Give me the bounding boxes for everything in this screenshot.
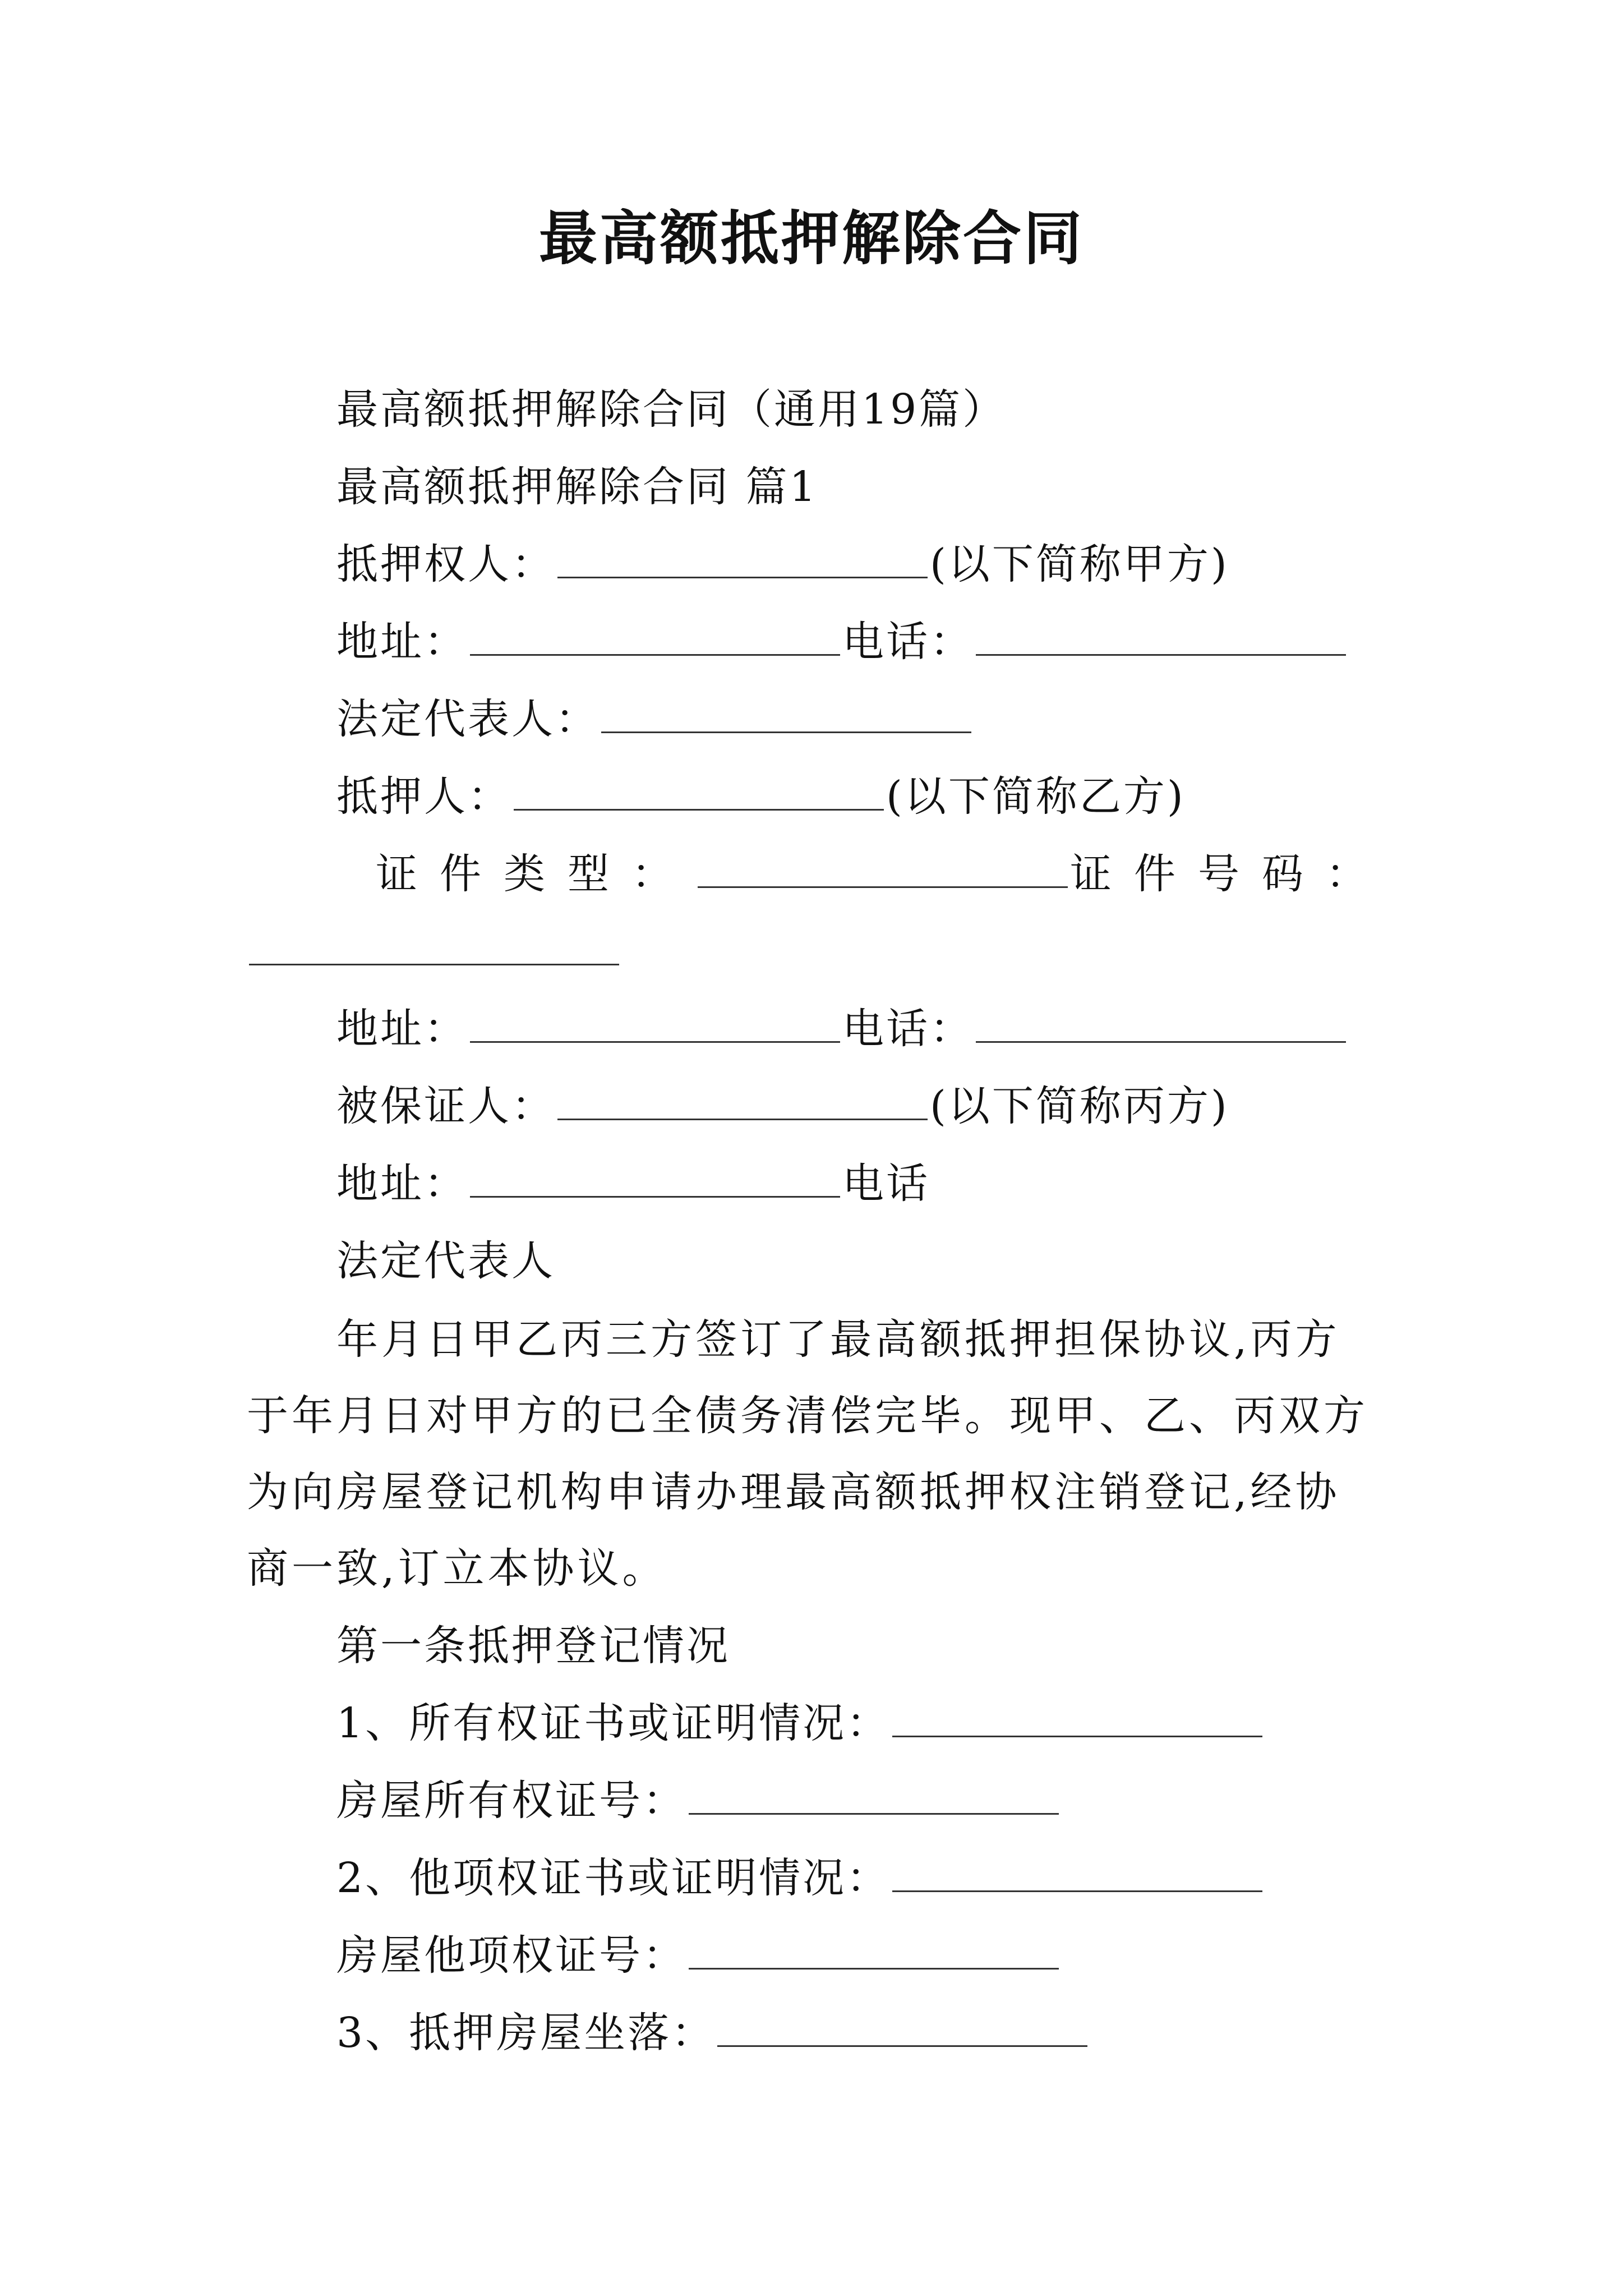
mortgagor-line <box>336 769 1186 825</box>
phone-label: 电话： <box>842 618 974 666</box>
legal-rep-line <box>336 691 974 747</box>
address-label-2: 地址： <box>336 1005 468 1053</box>
address-label: 地址： <box>336 618 468 666</box>
section-heading: 最高额抵押解除合同 篇1 <box>336 463 818 511</box>
id-type-blank[interactable] <box>698 847 1068 888</box>
address-label-3: 地址： <box>336 1159 468 1208</box>
item-1-sub-blank[interactable] <box>689 1774 1059 1815</box>
item-3-label: 3、抵押房屋坐落： <box>336 2009 716 2057</box>
id-line <box>376 846 1390 902</box>
document-title: 最高额抵押解除合同 <box>538 204 1084 273</box>
id-type-label: 证件类型： <box>376 850 695 898</box>
mortgagee-address-line <box>336 614 1348 670</box>
item-2-sub-label: 房屋他项权证号： <box>336 1931 686 1980</box>
item-3-line <box>336 2005 1090 2061</box>
guaranteed-suffix: (以下简称丙方) <box>930 1082 1229 1130</box>
mortgagee-line <box>336 536 1229 592</box>
phone-label-2: 电话： <box>842 1005 974 1053</box>
item-1-line <box>336 1695 1265 1751</box>
address-blank-2[interactable] <box>470 1002 840 1043</box>
body-paragraph: 年月日甲乙丙三方签订了最高额抵押担保协议,丙方于年月日对甲方的已全债务清偿完毕。现甲、乙、丙双方为向房屋登记机构申请办理最高额抵押权注销登记,经协商一致,订立本协议。 <box>247 1315 1368 1593</box>
phone-label-3: 电话 <box>842 1159 930 1208</box>
id-number-line <box>247 923 621 979</box>
mortgagor-blank[interactable] <box>514 770 884 811</box>
guaranteed-address-line <box>336 1156 930 1212</box>
item-2-sub-line <box>336 1927 1061 1984</box>
item-1-label: 1、所有权证书或证明情况： <box>336 1699 891 1747</box>
address-blank-3[interactable] <box>470 1157 840 1198</box>
legal-rep-blank[interactable] <box>601 692 971 733</box>
legal-rep-plain-line: 法定代表人 <box>336 1237 555 1285</box>
id-number-label: 证件号码： <box>1070 850 1390 898</box>
mortgagee-blank[interactable] <box>557 537 928 578</box>
legal-rep-label: 法定代表人： <box>336 695 599 743</box>
guaranteed-line <box>336 1078 1229 1134</box>
mortgagor-address-line <box>336 1001 1348 1057</box>
document-subtitle: 最高额抵押解除合同（通用19篇） <box>336 385 1007 434</box>
item-3-blank[interactable] <box>717 2006 1087 2047</box>
item-2-label: 2、他项权证书或证明情况： <box>336 1854 891 1902</box>
item-1-sub-label: 房屋所有权证号： <box>336 1777 686 1825</box>
mortgagee-suffix: (以下简称甲方) <box>930 540 1229 588</box>
guaranteed-label: 被保证人： <box>336 1082 555 1130</box>
mortgagor-label: 抵押人： <box>336 772 511 821</box>
item-2-blank[interactable] <box>892 1851 1262 1892</box>
article-heading: 第一条抵押登记情况 <box>336 1622 730 1670</box>
phone-blank-2[interactable] <box>976 1002 1346 1043</box>
item-1-blank[interactable] <box>892 1696 1262 1737</box>
item-2-line <box>336 1850 1265 1906</box>
item-2-sub-blank[interactable] <box>689 1929 1059 1970</box>
item-1-sub-line <box>336 1773 1061 1829</box>
guaranteed-blank[interactable] <box>557 1079 928 1120</box>
phone-blank[interactable] <box>976 615 1346 656</box>
mortgagee-label: 抵押权人： <box>336 540 555 588</box>
id-number-blank[interactable] <box>249 924 619 965</box>
mortgagor-suffix: (以下简称乙方) <box>886 772 1186 821</box>
address-blank[interactable] <box>470 615 840 656</box>
